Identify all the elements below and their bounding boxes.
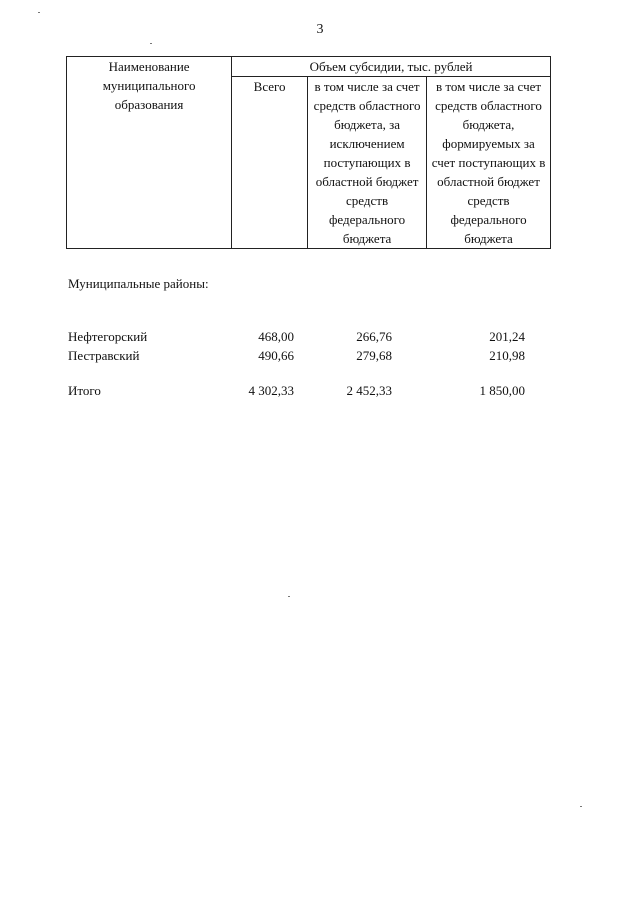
row-name: Пестравский [68,348,140,363]
header-federal-funds: в том числе за счет средств областного бюджета, формируемых за счет поступающих в областной бюджет средств федерального бюджета [427,77,551,249]
total-row [68,381,568,400]
total-federal: 1 850,00 [479,383,525,398]
scan-speck [150,43,152,44]
group-label-municipal-districts: Муниципальные районы: [68,276,209,291]
row-name: Нефтегорский [68,329,148,344]
scan-speck [288,596,290,597]
scan-speck [38,12,40,13]
table-row [68,327,568,346]
row-total: 468,00 [258,329,294,344]
total-sum: 4 302,33 [248,383,294,398]
row-regional: 266,76 [356,329,392,344]
header-total: Всего [232,77,308,249]
row-federal: 210,98 [489,348,525,363]
row-federal: 201,24 [489,329,525,344]
header-regional-budget: в том числе за счет средств областного бюджета, за исключением поступающих в областной бюджет средств федерального бюджета [308,77,427,249]
header-municipality-name: Наименование муниципального образования [67,57,232,249]
row-total: 490,66 [258,348,294,363]
total-regional: 2 452,33 [346,383,392,398]
subsidy-table-header [66,56,551,249]
header-subsidy-volume: Объем субсидии, тыс. рублей [232,57,551,77]
table-row [68,346,568,365]
total-label: Итого [68,383,101,398]
scan-speck [580,806,582,807]
row-regional: 279,68 [356,348,392,363]
page-number: 3 [316,22,324,37]
